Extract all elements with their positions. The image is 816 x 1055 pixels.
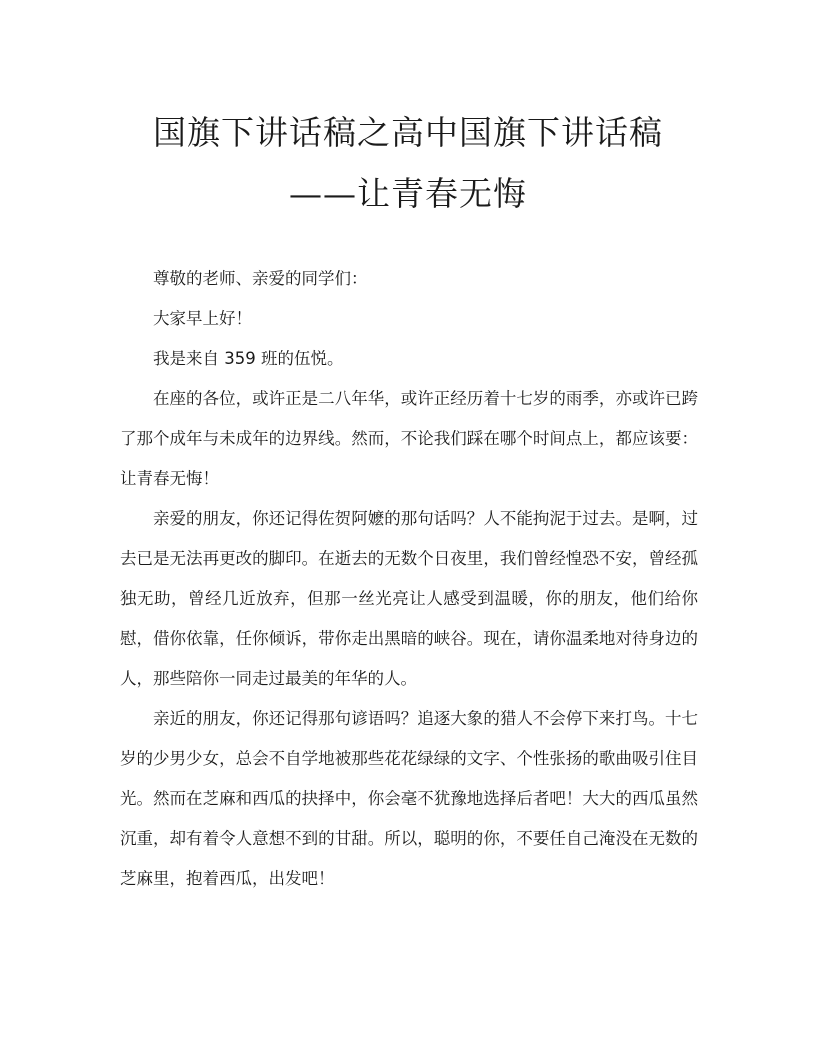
document-body: [120, 259, 698, 899]
introduction-paragraph: 我是来自 359 班的伍悦。: [153, 349, 344, 368]
document-title-line1: 国旗下讲话稿之高中国旗下讲话稿: [153, 113, 663, 152]
salutation-paragraph: 大家早上好！: [153, 309, 252, 328]
body-paragraph: 亲爱的朋友，你还记得佐贺阿嬷的那句话吗？人不能拘泥于过去。是啊，过去已是无法再更改的脚印。在逝去的无数个日夜里，我们曾经惶恐不安，曾经孤独无助，曾经几近放弃，但那一丝光亮让人感受到温暖，你的朋友，他们给你慰，借你依靠，任你倾诉，带你走出黑暗的峡谷。现在，请你温柔地对待身边的人，那些陪你一同走过最美的年华的人。: [120, 509, 698, 688]
body-paragraph: 亲近的朋友，你还记得那句谚语吗？追逐大象的猎人不会停下来打鸟。十七岁的少男少女，总会不自学地被那些花花绿绿的文字、个性张扬的歌曲吸引住目光。然而在芝麻和西瓜的抉择中，你会毫不犹豫地选择后者吧！大大的西瓜虽然沉重，却有着令人意想不到的甘甜。所以，聪明的你，不要任自己淹没在无数的芝麻里，抱着西瓜，出发吧！: [120, 709, 698, 888]
document-title-line2: ——让青春无悔: [289, 174, 527, 213]
body-paragraph: 在座的各位，或许正是二八年华，或许正经历着十七岁的雨季，亦或许已跨了那个成年与未成年的边界线。然而，不论我们踩在哪个时间点上，都应该要：让青春无悔！: [120, 389, 698, 488]
greeting-paragraph: 尊敬的老师、亲爱的同学们：: [153, 269, 368, 288]
